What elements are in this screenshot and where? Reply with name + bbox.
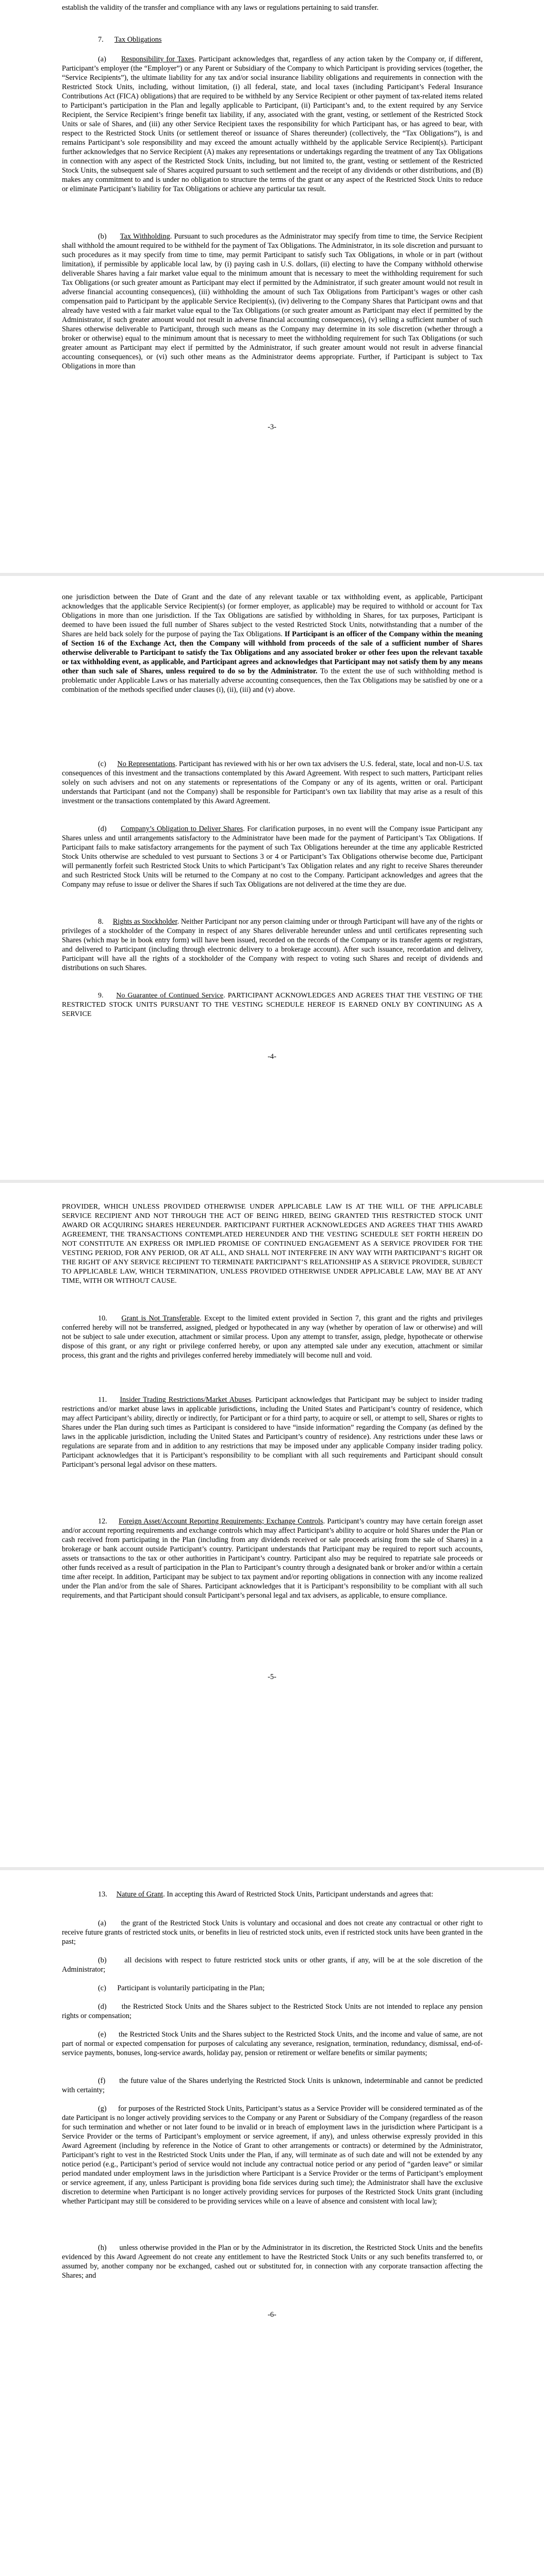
- section-10-paragraph: [62, 1314, 483, 1360]
- section-title: Rights as Stockholder: [112, 918, 177, 926]
- clause-13a: [62, 1919, 483, 1946]
- page-number: -6-: [268, 2311, 276, 2319]
- clause-title: No Representations: [117, 760, 175, 768]
- clause-text: . For clarification purposes, in no event will the Company issue Participant any Shares unless and until arrangements satisfactory to the Administrator have been made for the payment of Participant’s Tax Obligations. If Participant fails to make satisfactory arrangements for the payment of such Tax Obligations hereunder at the time any applicable Restricted Stock Units otherwise are scheduled to vest pursuant to Sections 3 or 4 or Participant’s Tax Obligations otherwise become due, Participant will permanently forfeit such Restricted Stock Units to which Participant’s Tax Obligation relates and any right to receive Shares thereunder and such Restricted Stock Units will be returned to the Company at no cost to the Company. Participant acknowledges and agrees that the Company may refuse to issue or deliver the Shares if such Tax Obligations are not delivered at the time they are due.: [62, 825, 483, 889]
- clause-number: (a): [98, 55, 106, 63]
- clause-13c: [62, 1984, 483, 1993]
- clause-text: all decisions with respect to future restricted stock units or other grants, if any, will be at the sole discretion of the Administrator;: [62, 1956, 483, 1974]
- section-title: Nature of Grant: [116, 1890, 163, 1899]
- clause-number: (a): [98, 1919, 106, 1927]
- page-break: [0, 1180, 544, 1183]
- page-number: -4-: [268, 1053, 276, 1061]
- continuation-tail: To the extent the use of such withholding method is problematic under Applicable Laws or has materially adverse accounting consequences, then the Tax Obligations may be satisfied by one or a combination of the methods specified under clauses (i), (ii), (iii) and (v) above.: [62, 667, 483, 694]
- section-text: . Except to the limited extent provided in Section 7, this grant and the rights and privileges conferred hereby will not be transferred, assigned, pledged or hypothecated in any way (whether by operation of law or otherwise) and will not be subject to sale under execution, attachment or similar process. Upon any attempt to transfer, assign, pledge, hypothecate or otherwise dispose of this grant, or any right or privilege conferred hereby, or upon any attempted sale under any execution, attachment or similar process, this grant and the rights and privileges conferred hereby immediately will become null and void.: [62, 1314, 483, 1360]
- clause-number: (b): [98, 1956, 107, 1964]
- clause-13e: [62, 2030, 483, 2058]
- clause-number: (g): [98, 2105, 107, 2113]
- clause-13h: [62, 2243, 483, 2280]
- intro-paragraph: establish the validity of the transfer and compliance with any laws or regulations pertaining to said transfer.: [62, 4, 379, 12]
- section-12-paragraph: [62, 1517, 483, 1600]
- clause-text: Participant is voluntarily participating in the Plan;: [117, 1984, 265, 1992]
- section-title: Foreign Asset/Account Reporting Requirements; Exchange Controls: [119, 1517, 323, 1526]
- clause-text: . Pursuant to such procedures as the Administrator may specify from time to time, the Service Recipient shall withhold the amount required to be withheld for the payment of Tax Obligations. The Administrator, in its sole discretion and pursuant to such procedures as it may specify from time to time, may permit Participant to satisfy such Tax Obligations, in whole or in part (without limitation), if permissible by applicable local law, by (i) paying cash in U.S. dollars, (ii) electing to have the Company withhold otherwise deliverable Shares having a fair market value equal to the minimum amount that is necessary to meet the withholding requirement for such Tax Obligations (or such greater amount as Participant may elect if permitted by the Administrator, if such greater amount would not result in adverse financial accounting consequences), (iii) withholding the amount of such Tax Obligations from Participant’s wages or other cash compensation paid to Participant by the applicable Service Recipient(s), (iv) delivering to the Company Shares that Participant owns and that already have vested with a fair market value equal to the Tax Obligations (or such greater amount as Participant may elect if permitted by the Administrator, if such greater amount would not result in adverse financial accounting consequences), (v) selling a sufficient number of such Shares otherwise deliverable to Participant, through such means as the Company may determine in its sole discretion (whether through a broker or otherwise) equal to the minimum amount that is necessary to meet the withholding requirement for such Tax Obligations (or such greater amount as Participant may elect if permitted by the Administrator, if such greater amount would not result in adverse financial accounting consequences), or (vi) such other means as the Administrator deems appropriate. Further, if Participant is subject to Tax Obligations in more than: [62, 232, 483, 370]
- clause-text: for purposes of the Restricted Stock Units, Participant’s status as a Service Provider will be considered terminated as of the date Participant is no longer actively providing services to the Company or any Parent or Subsidiary of the Company (regardless of the reason for such termination and whether or not later found to be invalid or in breach of employment laws in the jurisdiction where Participant is a Service Provider or the terms of Participant’s employment or service agreement, if any), and unless otherwise expressly provided in this Award Agreement (including by reference in the Notice of Grant to other arrangements or contracts) or determined by the Administrator, Participant’s right to vest in the Restricted Stock Units under the Plan, if any, will terminate as of such date and will not be extended by any notice period (e.g., Participant’s period of service would not include any contractual notice period or any period of “garden leave” or similar period mandated under employment laws in the jurisdiction where Participant is a Service Provider or the terms of Participant’s employment or service agreement, if any, unless Participant is providing bona fide services during such time); the Administrator shall have the exclusive discretion to determine when Participant is no longer actively providing services for purposes of the Restricted Stock Units grant (including whether Participant may still be considered to be providing services while on a leave of absence and consistent with local law);: [62, 2105, 483, 2206]
- page-number: -3-: [268, 423, 276, 431]
- clause-number: (d): [98, 2003, 107, 2011]
- section-text: . PARTICIPANT ACKNOWLEDGES AND AGREES THAT THE VESTING OF THE RESTRICTED STOCK UNITS PURSUANT TO THE VESTING SCHEDULE HEREOF IS EARNED ONLY BY CONTINUING AS A SERVICE: [62, 992, 483, 1018]
- section-title: Grant is Not Transferable: [121, 1314, 200, 1323]
- clause-number: (f): [98, 2077, 106, 2085]
- section-text: . In accepting this Award of Restricted Stock Units, Participant understands and agrees that:: [163, 1890, 434, 1899]
- clause-title: Tax Withholding: [120, 232, 170, 241]
- clause-text: the grant of the Restricted Stock Units is voluntary and occasional and does not create any contractual or other right to receive future grants of restricted stock units, or benefits in lieu of restricted stock units, even if restricted stock units have been granted in the past;: [62, 1919, 483, 1946]
- section-7-heading: [62, 35, 483, 44]
- clause-text: . Participant has reviewed with his or her own tax advisers the U.S. federal, state, local and non-U.S. tax consequences of this investment and the transactions contemplated by this Award Agreement. With respect to such matters, Participant relies solely on such advisers and not on any statements or representations of the Company or any of its agents, written or oral. Participant understands that Participant (and not the Company) shall be responsible for Participant’s own tax liability that may arise as a result of this investment or the transactions contemplated by this Award Agreement.: [62, 760, 483, 805]
- clause-text: the Restricted Stock Units and the Shares subject to the Restricted Stock Units, and the income and value of same, are not part of normal or expected compensation for purposes of calculating any severance, resignation, termination, redundancy, dismissal, end-of-service payments, bonuses, long-service awards, holiday pay, pension or retirement or welfare benefits or similar payments;: [62, 2030, 483, 2057]
- clause-text: the future value of the Shares underlying the Restricted Stock Units is unknown, indeterminable and cannot be predicted with certainty;: [62, 2077, 483, 2094]
- officer-withholding-text: If Participant is an officer of the Company within the meaning of Section 16 of the Exchange Act, then the Company will withhold from proceeds of the sale of a sufficient number of Shares otherwise deliverable to Participant to satisfy the Tax Obligations and any associated broker or other fees upon the relevant taxable or tax withholding event, as applicable, and Participant agrees and acknowledges that Participant may not satisfy them by any means other than such sale of Shares, unless required to do so by the Administrator.: [62, 630, 483, 675]
- clause-13b: [62, 1956, 483, 1974]
- section-7d-paragraph: [62, 824, 483, 889]
- section-8-paragraph: [62, 917, 483, 973]
- section-7c-paragraph: [62, 759, 483, 806]
- section-text: . Participant’s country may have certain foreign asset and/or account reporting requirements and exchange controls which may affect Participant’s ability to acquire or hold Shares under the Plan or cash received from participating in the Plan (including from any dividends received or sale proceeds arising from the sale of Shares) in a brokerage or bank account outside Participant’s country. Participant understands that Participant may be required to report such accounts, assets or transactions to the tax or other authorities in Participant’s country. Participant also may be required to repatriate sale proceeds or other funds received as a result of participation in the Plan to Participant’s country through a designated bank or broker and/or within a certain time after receipt. In addition, Participant may be subject to tax payment and/or reporting obligations in connection with any income realized under the Plan and/or from the sale of Shares. Participant acknowledges that it is Participant’s responsibility to be compliant with all such requirements, and that Participant should consult Participant’s personal legal and tax advisers, as applicable, to ensure compliance.: [62, 1517, 483, 1600]
- section-text: . Participant acknowledges that Participant may be subject to insider trading restrictions and/or market abuse laws in applicable jurisdictions, including the United States and Participant’s country of residence, which may affect Participant’s ability, directly or indirectly, for Participant or for a third party, to acquire or sell, or attempt to sell, Shares or rights to Shares under the Plan during such times as Participant is considered to have “inside information” regarding the Company (as defined by the laws in the applicable jurisdiction, including the United States and Participant’s country of residence). Any restrictions under these laws or regulations are separate from and in addition to any restrictions that may be imposed under any applicable Company insider trading policy. Participant acknowledges that it is Participant’s responsibility to be compliant with all such requirements and Participant should consult Participant’s personal legal advisor on these matters.: [62, 1396, 483, 1469]
- section-13-heading: [62, 1890, 483, 1899]
- section-number: 7.: [98, 36, 104, 44]
- section-number: 11.: [98, 1396, 107, 1404]
- section-text: . Neither Participant nor any person claiming under or through Participant will have any of the rights or privileges of a stockholder of the Company in respect of any Shares deliverable hereunder unless and until certificates representing such Shares (which may be in book entry form) will have been issued, recorded on the records of the Company or its transfer agents or registrars, and delivered to Participant (including through electronic delivery to a brokerage account). After such issuance, recordation and delivery, Participant will have all the rights of a stockholder of the Company with respect to voting such Shares and receipt of dividends and distributions on such Shares.: [62, 918, 483, 972]
- section-number: 8.: [98, 918, 104, 926]
- section-9-continuation: PROVIDER, WHICH UNLESS PROVIDED OTHERWISE UNDER APPLICABLE LAW IS AT THE WILL OF THE APPLICABLE SERVICE RECIPIENT AND NOT THROUGH THE ACT OF BEING HIRED, BEING GRANTED THIS RESTRICTED STOCK UNIT AWARD OR ACQUIRING SHARES HEREUNDER. PARTICIPANT FURTHER ACKNOWLEDGES AND AGREES THAT THIS AWARD AGREEMENT, THE TRANSACTIONS CONTEMPLATED HEREUNDER AND THE VESTING SCHEDULE SET FORTH HEREIN DO NOT CONSTITUTE AN EXPRESS OR IMPLIED PROMISE OF CONTINUED ENGAGEMENT AS A SERVICE PROVIDER FOR THE VESTING PERIOD, FOR ANY PERIOD, OR AT ALL, AND SHALL NOT INTERFERE IN ANY WAY WITH PARTICIPANT’S RIGHT OR THE RIGHT OF ANY SERVICE RECIPIENT TO TERMINATE PARTICIPANT’S RELATIONSHIP AS A SERVICE PROVIDER, SUBJECT TO APPLICABLE LAW, WHICH TERMINATION, UNLESS PROVIDED OTHERWISE UNDER APPLICABLE LAW, MAY BE AT ANY TIME, WITH OR WITHOUT CAUSE.: [62, 1203, 483, 1285]
- section-title: No Guarantee of Continued Service: [116, 992, 224, 999]
- page-break: [0, 1867, 544, 1870]
- clause-number: (h): [98, 2244, 107, 2252]
- section-7a-paragraph: [62, 55, 483, 194]
- clause-number: (d): [98, 825, 107, 833]
- section-title: Tax Obligations: [114, 36, 162, 44]
- section-title: Insider Trading Restrictions/Market Abuses: [120, 1396, 251, 1404]
- clause-number: (e): [98, 2030, 106, 2039]
- clause-title: Responsibility for Taxes: [121, 55, 194, 63]
- clause-title: Company’s Obligation to Deliver Shares: [121, 825, 243, 833]
- section-number: 13.: [98, 1890, 107, 1899]
- clause-text: . Participant acknowledges that, regardless of any action taken by the Company or, if different, Participant’s employer (the “Employer”) or any Parent or Subsidiary of the Company to which Participant is providing services (together, the “Service Recipients”), the ultimate liability for any tax and/or social insurance liability obligations and requirements in connection with the Restricted Stock Units, including, without limitation, (i) all federal, state, and local taxes (including Participant’s Federal Insurance Contributions Act (FICA) obligations) that are required to be withheld by any Service Recipient or other payment of tax-related items related to Participant’s participation in the Plan and legally applicable to Participant, (ii) Participant’s and, to the extent required by any Service Recipient, the Service Recipient’s fringe benefit tax liability, if any, associated with the grant, vesting, or settlement of the Restricted Stock Units or sale of Shares, and (iii) any other Service Recipient taxes the responsibility for which Participant has, or has agreed to bear, with respect to the Restricted Stock Units (or settlement thereof or issuance of Shares thereunder) (collectively, the “Tax Obligations”), is and remains Participant’s sole responsibility and may exceed the amount actually withheld by the applicable Service Recipient(s). Participant further acknowledges that no Service Recipient (A) makes any representations or undertakings regarding the treatment of any Tax Obligations in connection with any aspect of the Restricted Stock Units, including, but not limited to, the grant, vesting or settlement of the Restricted Stock Units, the subsequent sale of Shares acquired pursuant to such settlement and the receipt of any dividends or other distributions, and (B) makes any commitment to and is under no obligation to structure the terms of the grant or any aspect of the Restricted Stock Units to reduce or eliminate Participant’s liability for Tax Obligations or achieve any particular tax result.: [62, 55, 483, 193]
- page-break: [0, 573, 544, 576]
- clause-13d: [62, 2002, 483, 2021]
- section-number: 10.: [98, 1314, 107, 1323]
- clause-13f: [62, 2076, 483, 2095]
- section-number: 9.: [98, 992, 104, 999]
- section-9-paragraph: [62, 991, 483, 1019]
- clause-text: the Restricted Stock Units and the Shares subject to the Restricted Stock Units are not intended to replace any pension rights or compensation;: [62, 2003, 483, 2020]
- section-7b-paragraph: [62, 232, 483, 371]
- section-11-paragraph: [62, 1395, 483, 1469]
- section-number: 12.: [98, 1517, 107, 1526]
- clause-number: (c): [98, 760, 106, 768]
- tax-continuation-paragraph: [62, 592, 483, 694]
- page-number: -5-: [268, 1673, 276, 1681]
- continuation-text: one jurisdiction between the Date of Grant and the date of any relevant taxable or tax withholding event, as applicable, Participant acknowledges that the applicable Service Recipient(s) (or former employer, as applicable) may be required to withhold or account for Tax Obligations in more than one jurisdiction. If the Tax Obligations are satisfied by withholding in Shares, for tax purposes, Participant is deemed to have been issued the full number of Shares subject to the vested Restricted Stock Units, notwithstanding that a number of the Shares are held back solely for the purpose of paying the Tax Obligations.: [62, 593, 483, 638]
- clause-number: (b): [98, 232, 107, 241]
- clause-13g: [62, 2104, 483, 2206]
- clause-number: (c): [98, 1984, 106, 1992]
- clause-text: unless otherwise provided in the Plan or by the Administrator in its discretion, the Restricted Stock Units and the benefits evidenced by this Award Agreement do not create any entitlement to have the Restricted Stock Units or any such benefits transferred to, or assumed by, another company nor be exchanged, cashed out or substituted for, in connection with any corporate transaction affecting the Shares; and: [62, 2244, 483, 2280]
